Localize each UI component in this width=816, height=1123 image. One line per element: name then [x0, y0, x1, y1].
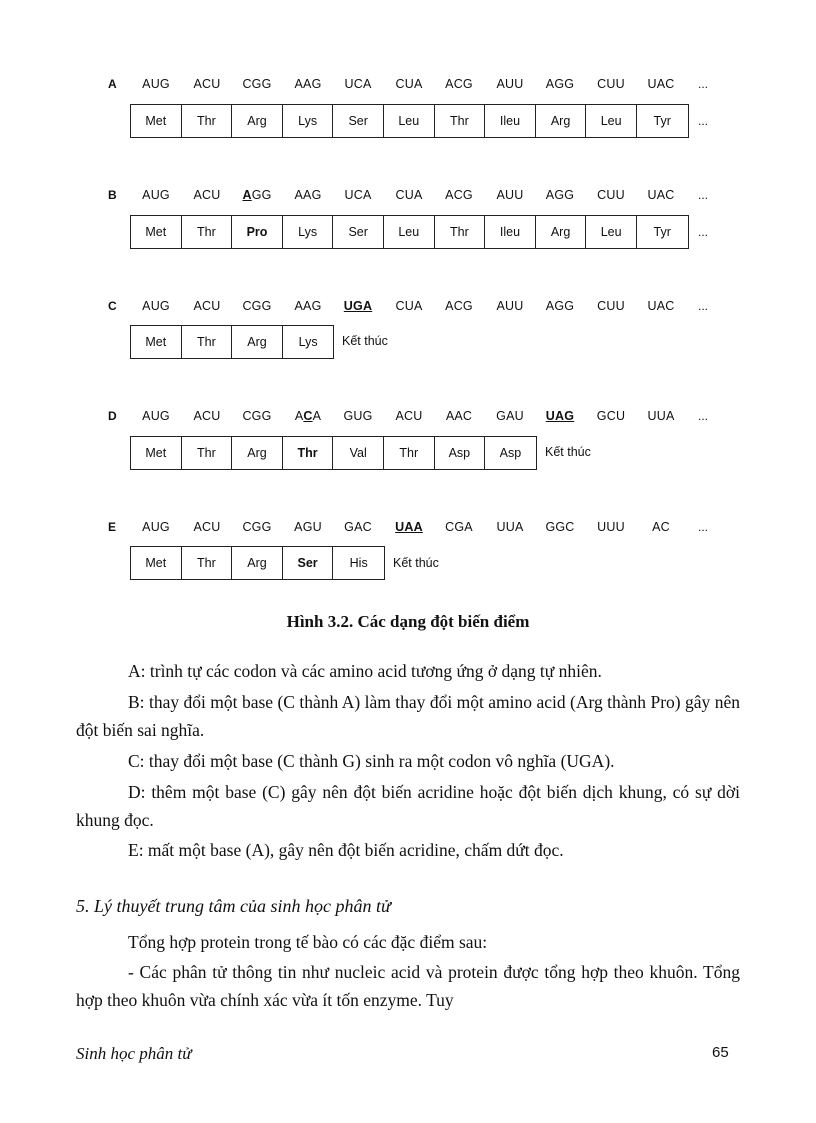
- codon: ACG: [445, 77, 473, 91]
- codon: AUG: [142, 299, 170, 313]
- codon-mutated: ACA: [294, 409, 322, 423]
- amino-acid: Arg: [232, 105, 283, 137]
- amino-acid-box: [130, 215, 689, 249]
- codon: CGA: [445, 520, 473, 534]
- codon-ellipsis: ...: [698, 77, 709, 91]
- codon: AUG: [142, 77, 170, 91]
- paragraph-d: D: thêm một base (C) gây nên đột biến acridine hoặc đột biến dịch khung, có sự dời khung đọc.: [76, 782, 740, 830]
- amino-acid: Arg: [536, 216, 587, 248]
- codon: CUU: [597, 299, 625, 313]
- codon: UUA: [647, 409, 675, 423]
- amino-acid-mutated: Pro: [232, 216, 283, 248]
- stop-label: Kết thúc: [393, 556, 439, 570]
- amino-acid: Leu: [384, 105, 435, 137]
- amino-acid-box: [130, 325, 334, 359]
- amino-acid: Met: [131, 326, 182, 358]
- amino-acid: Lys: [283, 105, 334, 137]
- codon: ACU: [193, 188, 221, 202]
- amino-acid: Thr: [182, 105, 233, 137]
- codon: GAC: [344, 520, 372, 534]
- codon-mutated: AGG: [242, 188, 272, 202]
- paragraph-a: A: trình tự các codon và các amino acid tương ứng ở dạng tự nhiên.: [128, 661, 602, 681]
- codon: CUA: [395, 299, 423, 313]
- codon: CGG: [242, 299, 272, 313]
- footer-book-title: Sinh học phân tử: [76, 1044, 192, 1063]
- amino-acid: Thr: [182, 437, 233, 469]
- section-paragraph-1: Tổng hợp protein trong tế bào có các đặc điểm sau:: [128, 932, 488, 952]
- amino-acid: Thr: [182, 547, 233, 579]
- codon: GCU: [596, 409, 626, 423]
- amino-acid: Ser: [333, 105, 384, 137]
- amino-acid: Thr: [435, 105, 486, 137]
- amino-acid: Met: [131, 105, 182, 137]
- codon: AAG: [294, 77, 322, 91]
- codon: CUA: [395, 188, 423, 202]
- amino-acid: Ser: [333, 216, 384, 248]
- codon: AGU: [294, 520, 322, 534]
- amino-acid: Leu: [586, 216, 637, 248]
- codon: AC: [652, 520, 670, 534]
- amino-acid: Met: [131, 216, 182, 248]
- row-label-d: D: [108, 409, 117, 423]
- codon: ACU: [193, 520, 221, 534]
- codon: ACU: [193, 77, 221, 91]
- amino-acid: Thr: [384, 437, 435, 469]
- amino-acid-box: [130, 546, 385, 580]
- codon: AGG: [545, 188, 575, 202]
- amino-acid: Val: [333, 437, 384, 469]
- codon: CGG: [242, 409, 272, 423]
- codon: UAC: [647, 77, 675, 91]
- amino-acid-box: [130, 436, 537, 470]
- codon: CGG: [242, 77, 272, 91]
- codon: AUU: [496, 299, 524, 313]
- amino-acid: Tyr: [653, 225, 671, 239]
- codon: ACG: [445, 188, 473, 202]
- inserted-base: C: [303, 409, 313, 423]
- amino-acid: His: [349, 556, 368, 570]
- amino-acid: Lys: [283, 216, 334, 248]
- row-label-c: C: [108, 299, 117, 313]
- codon: AUU: [496, 188, 524, 202]
- amino-acid: Arg: [232, 326, 283, 358]
- section-paragraph-2: - Các phân tử thông tin như nucleic acid và protein được tổng hợp theo khuôn. Tổng hợp theo khuôn vừa chính xác vừa ít tốn enzyme. Tuy: [76, 962, 740, 1010]
- codon-ellipsis: ...: [698, 520, 709, 534]
- amino-acid-mutated: Thr: [283, 437, 334, 469]
- codon: GAU: [496, 409, 524, 423]
- paragraph-e: E: mất một base (A), gây nên đột biến acridine, chấm dứt đọc.: [128, 840, 564, 860]
- row-label-a: A: [108, 77, 117, 91]
- codon: UCA: [344, 77, 372, 91]
- codon-ellipsis: ...: [698, 299, 709, 313]
- codon: UAC: [647, 188, 675, 202]
- codon: AGG: [545, 299, 575, 313]
- codon: ACG: [445, 299, 473, 313]
- codon-ellipsis: ...: [698, 409, 709, 423]
- stop-label: Kết thúc: [342, 334, 388, 348]
- codon: UAC: [647, 299, 675, 313]
- codon: ACU: [395, 409, 423, 423]
- amino-acid-ellipsis: ...: [698, 114, 709, 128]
- codon: CUU: [597, 77, 625, 91]
- codon-stop: UAG: [545, 409, 575, 423]
- amino-acid: Leu: [384, 216, 435, 248]
- amino-acid: Asp: [499, 446, 522, 460]
- codon-stop: UGA: [343, 299, 373, 313]
- row-label-e: E: [108, 520, 117, 534]
- codon: CUU: [597, 188, 625, 202]
- amino-acid: Arg: [232, 547, 283, 579]
- amino-acid: Thr: [182, 326, 233, 358]
- codon: GGC: [545, 520, 575, 534]
- codon: GUG: [343, 409, 373, 423]
- amino-acid: Leu: [586, 105, 637, 137]
- amino-acid: Arg: [232, 437, 283, 469]
- page-number: 65: [712, 1044, 729, 1061]
- codon: AAC: [445, 409, 473, 423]
- section-heading: 5. Lý thuyết trung tâm của sinh học phân tử: [76, 896, 391, 916]
- codon: AAG: [294, 188, 322, 202]
- amino-acid: Ileu: [485, 105, 536, 137]
- stop-label: Kết thúc: [545, 445, 591, 459]
- figure-caption: Hình 3.2. Các dạng đột biến điểm: [286, 612, 530, 631]
- codon: ACU: [193, 299, 221, 313]
- amino-acid-ellipsis: ...: [698, 225, 709, 239]
- amino-acid: Ileu: [485, 216, 536, 248]
- codon: AGG: [545, 77, 575, 91]
- amino-acid-mutated: Ser: [283, 547, 334, 579]
- mutated-base: A: [242, 188, 252, 202]
- amino-acid: Thr: [182, 216, 233, 248]
- codon: CGG: [242, 520, 272, 534]
- codon: AUG: [142, 520, 170, 534]
- amino-acid: Lys: [298, 335, 318, 349]
- codon: CUA: [395, 77, 423, 91]
- paragraph-c: C: thay đổi một base (C thành G) sinh ra một codon vô nghĩa (UGA).: [128, 751, 615, 771]
- codon: AUG: [142, 188, 170, 202]
- codon: AUU: [496, 77, 524, 91]
- codon: UCA: [344, 188, 372, 202]
- amino-acid: Arg: [536, 105, 587, 137]
- codon: AUG: [142, 409, 170, 423]
- paragraph-b: B: thay đổi một base (C thành A) làm thay đổi một amino acid (Arg thành Pro) gây nên đột biến sai nghĩa.: [76, 692, 740, 740]
- amino-acid: Met: [131, 437, 182, 469]
- amino-acid: Thr: [435, 216, 486, 248]
- codon: AAG: [294, 299, 322, 313]
- codon: UUU: [597, 520, 625, 534]
- row-label-b: B: [108, 188, 117, 202]
- amino-acid: Tyr: [653, 114, 671, 128]
- codon-stop: UAA: [395, 520, 423, 534]
- amino-acid: Asp: [435, 437, 486, 469]
- amino-acid: Met: [131, 547, 182, 579]
- amino-acid-box: [130, 104, 689, 138]
- codon: UUA: [496, 520, 524, 534]
- codon-ellipsis: ...: [698, 188, 709, 202]
- codon: ACU: [193, 409, 221, 423]
